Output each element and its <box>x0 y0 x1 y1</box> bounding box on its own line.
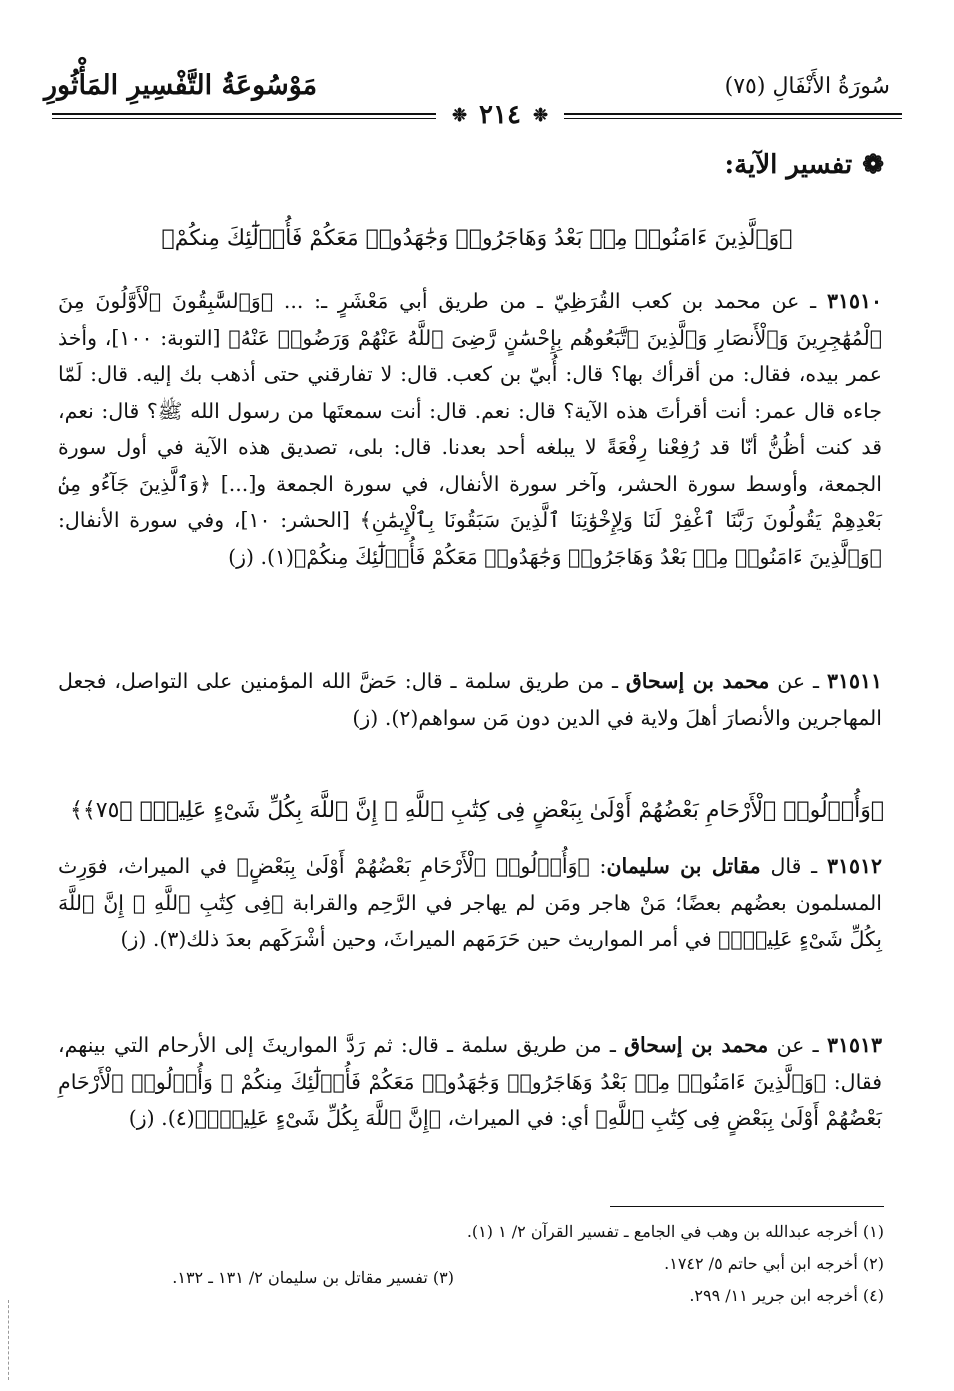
athar-text: ـ من طريق سلمة ـ قال: حَضَّ الله المؤمنين على التواصل، فجعل المهاجرين والأنصارَ أهلَ ولاية في الدين دون مَن سواهم(٢). (ز) <box>58 669 882 730</box>
section-heading <box>725 150 884 180</box>
footnote-3: (٣) تفسير مقاتل بن سليمان ٢/ ١٣١ ـ ١٣٢. <box>172 1268 454 1287</box>
surah-title: سُورَةُ الأَنْفَالِ (٧٥) <box>724 74 890 99</box>
page-edge-mark <box>8 1300 9 1380</box>
narrator-name: مقاتل بن سليمان <box>606 854 761 878</box>
footnote-2: (٢) أخرجه ابن أبي حاتم ٥/ ١٧٤٢. <box>664 1254 884 1273</box>
athar-31513: ٣١٥١٣ ـ عن محمد بن إسحاق ـ من طريق سلمة ـ قال: ثم رَدَّ المواريثَ إلى الأرحام التي بينهم، فقال: ﴿وَٱلَّذِينَ ءَامَنُوا۟ مِنۢ بَعْدُ وَهَاجَرُوا۟ وَجَٰهَدُوا۟ مَعَكُمْ فَأُو۟لَٰٓئِكَ مِنكُمْ ۚ وَأُو۟لُوا۟ ٱلْأَرْحَامِ بَعْضُهُمْ أَوْلَىٰ بِبَعْضٍ فِى كِتَٰبِ ٱللَّهِ﴾ أي: في الميراث، ﴿إِنَّ ٱللَّهَ بِكُلِّ شَىْءٍ عَلِيمٌۢ﴾(٤). (ز) <box>58 1033 882 1130</box>
narrator-name: محمد بن إسحاق <box>625 669 770 693</box>
ornament-icon: ❉ <box>451 104 468 126</box>
page-number-box <box>300 97 700 133</box>
athar-text: ـ عن محمد بن كعب القُرَظِيّ ـ من طريق أبي مَعْشَرٍ ـ: ... ﴿وَٱلسَّٰبِقُونَ ٱلْأَوَّلُونَ مِنَ ٱلْمُهَٰجِرِينَ وَٱلْأَنصَارِ وَٱلَّذِينَ ٱتَّبَعُوهُم بِإِحْسَٰنٍ رَّضِىَ ٱللَّهُ عَنْهُمْ وَرَضُوا۟ عَنْهُ﴾ [التوبة: ١٠٠]، وأخذ عمر بيده، فقال: من أقرأك بها؟ قال: أُبيّ بن كعب. قال: لا تفارقني حتى أذهب بك إليه. قال: لَمّا جاءه قال عمر: أنت أقرأتَ هذه الآية؟ قال: نعم. قال: أنت سمعتَها من رسول الله ﷺ؟ قال: نعم، قد كنت أظُنُّ أنّا قد رُفِعْنا رِفْعَةً لا يبلغه أحد بعدنا. قال: بلى، تصديق هذه الآية في أول سورة الجمعة، وأوسط سورة الحشر، وآخر سورة الأنفال، في سورة الجمعة و[...] ﴿وَٱلَّذِينَ جَآءُو مِنۢ بَعْدِهِمْ يَقُولُونَ رَبَّنَا ٱغْفِرْ لَنَا وَلِإِخْوَٰنِنَا ٱلَّذِينَ سَبَقُونَا بِٱلْإِيمَٰنِ﴾ [الحشر: ١٠]، وفي سورة الأنفال: ﴿وَٱلَّذِينَ ءَامَنُوا۟ مِنۢ بَعْدُ وَهَاجَرُوا۟ وَجَٰهَدُوا۟ مَعَكُمْ فَأُو۟لَٰٓئِكَ مِنكُمْ﴾(١). (ز) <box>58 289 882 569</box>
athar-number: ٣١٥١٢ <box>826 854 882 878</box>
footnote-rule <box>610 1206 884 1207</box>
athar-number: ٣١٥١٠ <box>826 289 882 313</box>
ornament-icon: ❉ <box>532 104 549 126</box>
page-number: ٢١٤ <box>479 100 521 130</box>
series-title: مَوْسُوعَةُ التَّفْسِيرِ المَأْثُورِ <box>44 70 318 101</box>
athar-31512: ٣١٥١٢ ـ قال مقاتل بن سليمان: ﴿وَأُو۟لُوا۟ ٱلْأَرْحَامِ بَعْضُهُمْ أَوْلَىٰ بِبَعْضٍ﴾ في الميراث، فوَرِث المسلمون بعضُهم بعضًا؛ مَنْ هاجر ومَن لم يهاجر في الرَّحِم والقرابة ﴿فِى كِتَٰبِ ٱللَّهِ ۗ إِنَّ ٱللَّهَ بِكُلِّ شَىْءٍ عَلِيمٌۢ﴾ في أمر المواريث حين حَرَمَهم الميراثَ، وحين أشْرَكَهم بعدَ ذلك(٣). (ز) <box>58 854 882 951</box>
footnote-4: (٤) أخرجه ابن جرير ١١/ ٢٩٩. <box>689 1286 884 1305</box>
athar-31510 <box>58 283 882 575</box>
ayah-heading-1: ﴿وَٱلَّذِينَ ءَامَنُوا۟ مِنۢ بَعْدُ وَهَاجَرُوا۟ وَجَٰهَدُوا۟ مَعَكُمْ فَأُو۟لَٰٓئِكَ مِنكُمْ﴾ <box>161 226 793 251</box>
athar-text: : ﴿وَأُو۟لُوا۟ ٱلْأَرْحَامِ بَعْضُهُمْ أَوْلَىٰ بِبَعْضٍ﴾ في الميراث، فوَرِث المسلمون بعضُهم بعضًا؛ مَنْ هاجر ومَن لم يهاجر في الرَّحِم والقرابة ﴿فِى كِتَٰبِ ٱللَّهِ ۗ إِنَّ ٱللَّهَ بِكُلِّ شَىْءٍ عَلِيمٌۢ﴾ في أمر المواريث حين حَرَمَهم الميراثَ، وحين أشْرَكَهم بعدَ ذلك(٣). (ز) <box>58 854 882 951</box>
athar-text: ـ من طريق سلمة ـ قال: ثم رَدَّ المواريثَ إلى الأرحام التي بينهم، فقال: ﴿وَٱلَّذِينَ ءَامَنُوا۟ مِنۢ بَعْدُ وَهَاجَرُوا۟ وَجَٰهَدُوا۟ مَعَكُمْ فَأُو۟لَٰٓئِكَ مِنكُمْ ۚ وَأُو۟لُوا۟ ٱلْأَرْحَامِ بَعْضُهُمْ أَوْلَىٰ بِبَعْضٍ فِى كِتَٰبِ ٱللَّهِ﴾ أي: في الميراث، ﴿إِنَّ ٱللَّهَ بِكُلِّ شَىْءٍ عَلِيمٌۢ﴾(٤). (ز) <box>58 1033 882 1130</box>
narrator-name: محمد بن إسحاق <box>624 1033 769 1057</box>
athar-number: ٣١٥١٣ <box>826 1033 882 1057</box>
section-heading-text: تفسير الآية: <box>724 150 853 180</box>
athar-number: ٣١٥١١ <box>826 669 882 693</box>
ayah-heading-2: ﴿وَأُو۟لُوا۟ ٱلْأَرْحَامِ بَعْضُهُمْ أَوْلَىٰ بِبَعْضٍ فِى كِتَٰبِ ٱللَّهِ ۗ إِنَّ ٱللَّهَ بِكُلِّ شَىْءٍ عَلِيمٌۢ ﴿٧٥﴾﴾ <box>69 798 885 823</box>
flower-icon: ❁ <box>862 150 884 180</box>
athar-31511: ٣١٥١١ ـ عن محمد بن إسحاق ـ من طريق سلمة ـ قال: حَضَّ الله المؤمنين على التواصل، فجعل المهاجرين والأنصارَ أهلَ ولاية في الدين دون مَن سواهم(٢). (ز) <box>58 669 882 730</box>
footnote-1: (١) أخرجه عبدالله بن وهب في الجامع ـ تفسير القرآن ٢/ ١ (١). <box>466 1222 884 1241</box>
